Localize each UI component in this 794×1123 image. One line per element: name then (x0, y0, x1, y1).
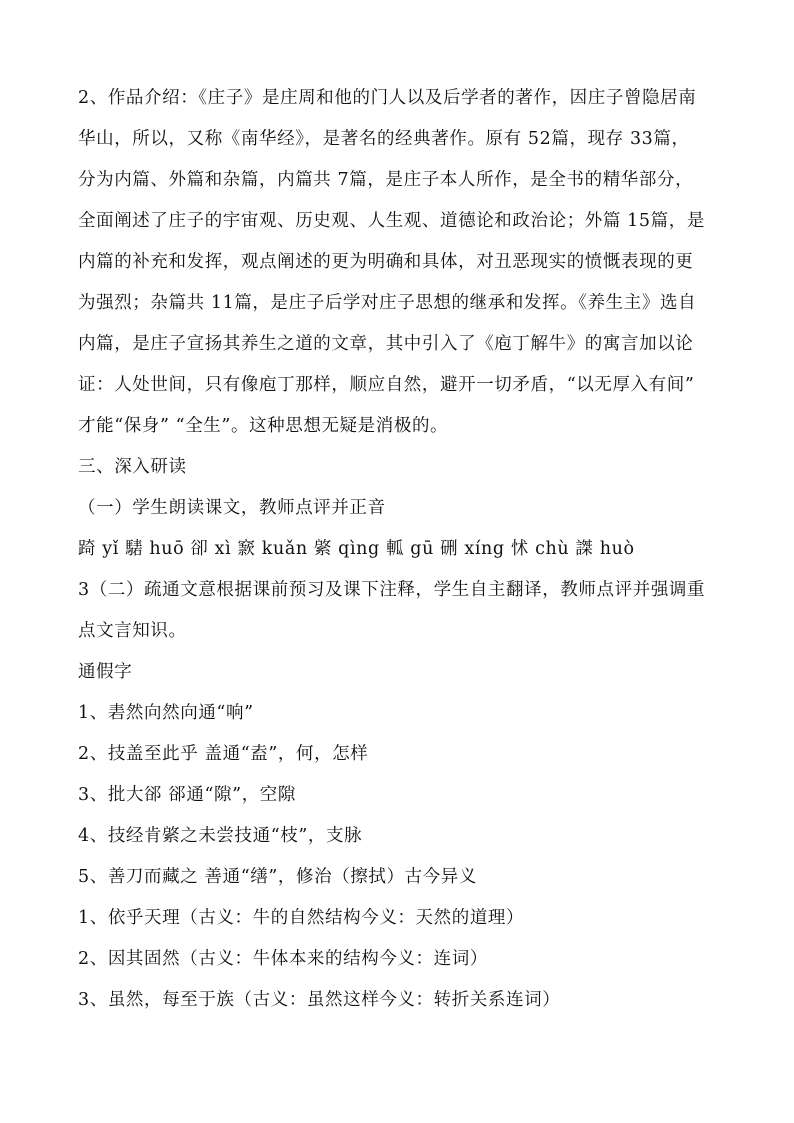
text-line: 证：人处世间，只有像庖丁那样，顺应自然，避开一切矛盾，“以无厚入有间” (78, 375, 695, 395)
list-item: 5、善刀而藏之 善通“缮”，修治（擦拭）古今异义 (78, 867, 477, 887)
text-line: 华山，所以，又称《南华经》，是著名的经典著作。原有 52篇，现存 33篇， (78, 129, 690, 149)
section-heading: 三、深入研读 (78, 457, 187, 477)
subsection-heading: （一）学生朗读课文，教师点评并正音 (78, 498, 386, 518)
subsection-heading: 通假字 (78, 662, 133, 682)
text-line: 才能“保身” “全生”。这种思想无疑是消极的。 (78, 416, 449, 436)
text-line: 2、作品介绍：《庄子》是庄周和他的门人以及后学者的著作，因庄子曾隐居南 (78, 88, 697, 108)
text-line: 内篇的补充和发挥，观点阐述的更为明确和具体，对丑恶现实的愤慨表现的更 (78, 252, 694, 272)
text-line: 分为内篇、外篇和杂篇，内篇共 7篇，是庄子本人所作，是全书的精华部分， (78, 170, 694, 190)
list-item: 4、技经肯綮之未尝技通“枝”，支脉 (78, 826, 363, 846)
text-line: 为强烈；杂篇共 11篇，是庄子后学对庄子思想的继承和发挥。《养生主》选自 (78, 293, 697, 313)
list-item: 2、技盖至此乎 盖通“盍”，何，怎样 (78, 744, 369, 764)
text-line: 3（二）疏通文意根据课前预习及课下注释，学生自主翻译，教师点评并强调重 (78, 580, 706, 600)
text-line: 内篇，是庄子宣扬其养生之道的文章，其中引入了《庖丁解牛》的寓言加以论 (78, 334, 694, 354)
list-item: 3、虽然，每至于族（古义：虽然这样今义：转折关系连词） (78, 990, 561, 1010)
list-item: 1、依乎天理（古义：牛的自然结构今义：天然的道理） (78, 908, 525, 928)
list-item: 1、砉然向然向通“响” (78, 703, 254, 723)
text-line: 全面阐述了庄子的宇宙观、历史观、人生观、道德论和政治论；外篇 15篇，是 (78, 211, 705, 231)
list-item: 3、批大郤 郤通“隙”，空隙 (78, 785, 296, 805)
text-line: 点文言知识。 (78, 621, 187, 641)
list-item: 2、因其固然（古义：牛体本来的结构今义：连词） (78, 949, 488, 969)
pronunciation-line: 踦 yǐ 騞 huō 卻 xì 窾 kuǎn 綮 qìng 軱 gū 硎 xíng 怵 chù 謋 huò (78, 539, 635, 559)
